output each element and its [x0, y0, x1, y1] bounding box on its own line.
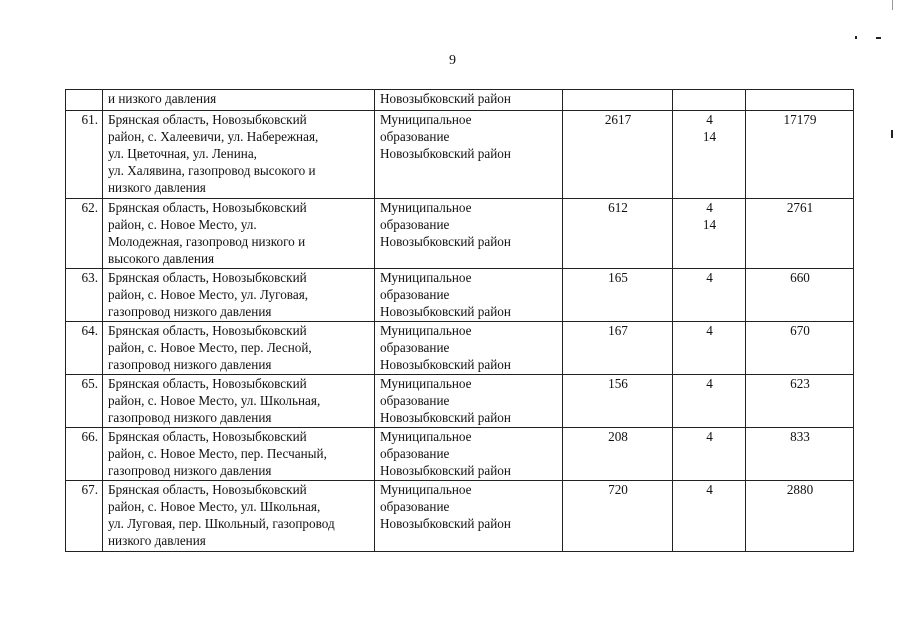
- address-line: район, с. Новое Место, ул.: [108, 217, 257, 232]
- owner-line: образование: [380, 287, 450, 302]
- table-row: [66, 322, 854, 375]
- address-line: ул. Луговая, пер. Школьный, газопровод: [108, 516, 335, 531]
- diameter-value: 4: [706, 270, 713, 285]
- owner-line: Новозыбковский район: [380, 146, 511, 161]
- address-cell: [103, 322, 375, 375]
- address-line: Брянская область, Новозыбковский: [108, 429, 307, 444]
- owner-line: образование: [380, 129, 450, 144]
- address-line: Молодежная, газопровод низкого и: [108, 234, 306, 249]
- owner-cell: [375, 111, 563, 199]
- table-body: [66, 90, 854, 552]
- table-row: [66, 111, 854, 199]
- total-value: 833: [790, 429, 810, 444]
- owner-line: Новозыбковский район: [380, 91, 511, 106]
- length-value: 167: [608, 323, 628, 338]
- owner-line: Новозыбковский район: [380, 516, 511, 531]
- table-row: [66, 428, 854, 481]
- table-row: [66, 481, 854, 552]
- owner-line: образование: [380, 446, 450, 461]
- diameter-value: 14: [702, 129, 717, 144]
- diameter-value: 4: [706, 376, 713, 391]
- row-number-cell: [66, 111, 103, 199]
- owner-line: Новозыбковский район: [380, 463, 511, 478]
- owner-line: Муниципальное: [380, 429, 472, 444]
- row-number-cell: [66, 428, 103, 481]
- owner-line: образование: [380, 499, 450, 514]
- total-value: 660: [790, 270, 810, 285]
- scan-mark: [892, 0, 893, 10]
- value-cell: [746, 199, 854, 269]
- diameter-cell: [673, 199, 746, 269]
- row-number: 61.: [81, 112, 98, 127]
- owner-line: Новозыбковский район: [380, 304, 511, 319]
- owner-line: Муниципальное: [380, 376, 472, 391]
- diameter-value: 4: [706, 112, 713, 127]
- address-cell: [103, 375, 375, 428]
- value-cell: [746, 322, 854, 375]
- diameter-value: 14: [702, 217, 717, 232]
- address-line: и низкого давления: [108, 91, 217, 106]
- address-line: район, с. Новое Место, ул. Луговая,: [108, 287, 309, 302]
- row-number-cell: [66, 199, 103, 269]
- value-cell: [746, 428, 854, 481]
- diameter-cell: [673, 269, 746, 322]
- address-line: Брянская область, Новозыбковский: [108, 200, 307, 215]
- row-number-cell: [66, 375, 103, 428]
- total-value: 17179: [783, 112, 817, 127]
- owner-cell: [375, 199, 563, 269]
- value-cell: [746, 269, 854, 322]
- owner-line: образование: [380, 217, 450, 232]
- owner-cell: [375, 90, 563, 111]
- row-number-cell: [66, 90, 103, 111]
- address-line: высокого давления: [108, 251, 215, 266]
- address-line: район, с. Новое Место, ул. Школьная,: [108, 499, 321, 514]
- address-line: Брянская область, Новозыбковский: [108, 482, 307, 497]
- owner-line: Новозыбковский район: [380, 357, 511, 372]
- length-cell: [563, 90, 673, 111]
- length-cell: [563, 481, 673, 552]
- page-number: 9: [449, 53, 456, 68]
- address-cell: [103, 481, 375, 552]
- length-cell: [563, 199, 673, 269]
- address-cell: [103, 269, 375, 322]
- diameter-value: 4: [706, 200, 713, 215]
- address-line: ул. Цветочная, ул. Ленина,: [108, 146, 257, 161]
- length-cell: [563, 375, 673, 428]
- row-number: 64.: [81, 323, 98, 338]
- address-line: низкого давления: [108, 533, 206, 548]
- owner-line: Новозыбковский район: [380, 234, 511, 249]
- diameter-value: 4: [706, 429, 713, 444]
- address-line: Брянская область, Новозыбковский: [108, 323, 307, 338]
- address-line: газопровод низкого давления: [108, 357, 272, 372]
- length-cell: [563, 111, 673, 199]
- length-cell: [563, 269, 673, 322]
- row-number: 65.: [81, 376, 98, 391]
- length-value: 208: [608, 429, 628, 444]
- diameter-cell: [673, 322, 746, 375]
- address-line: район, с. Новое Место, пер. Лесной,: [108, 340, 312, 355]
- table-row: [66, 199, 854, 269]
- length-cell: [563, 322, 673, 375]
- diameter-value: 4: [706, 323, 713, 338]
- scan-mark: [876, 37, 881, 39]
- total-value: 2880: [786, 482, 814, 497]
- diameter-value: 4: [706, 482, 713, 497]
- address-line: газопровод низкого давления: [108, 410, 272, 425]
- scan-mark: [855, 36, 857, 39]
- total-value: 670: [790, 323, 810, 338]
- value-cell: [746, 375, 854, 428]
- total-value: 623: [790, 376, 810, 391]
- owner-cell: [375, 322, 563, 375]
- address-line: район, с. Новое Место, ул. Школьная,: [108, 393, 321, 408]
- address-line: газопровод низкого давления: [108, 304, 272, 319]
- owner-line: образование: [380, 340, 450, 355]
- row-number: 67.: [81, 482, 98, 497]
- total-value: 2761: [786, 200, 814, 215]
- row-number-cell: [66, 269, 103, 322]
- owner-cell: [375, 428, 563, 481]
- address-cell: [103, 90, 375, 111]
- value-cell: [746, 481, 854, 552]
- gas-pipeline-table: [65, 89, 854, 552]
- owner-line: образование: [380, 393, 450, 408]
- address-line: Брянская область, Новозыбковский: [108, 376, 307, 391]
- address-cell: [103, 199, 375, 269]
- row-number: 63.: [81, 270, 98, 285]
- owner-line: Муниципальное: [380, 200, 472, 215]
- row-number: 66.: [81, 429, 98, 444]
- address-line: Брянская область, Новозыбковский: [108, 270, 307, 285]
- address-line: район, с. Новое Место, пер. Песчаный,: [108, 446, 327, 461]
- length-value: 612: [608, 200, 628, 215]
- scan-mark: [891, 130, 893, 138]
- table-row: [66, 375, 854, 428]
- length-value: 165: [608, 270, 628, 285]
- owner-cell: [375, 269, 563, 322]
- value-cell: [746, 111, 854, 199]
- owner-cell: [375, 375, 563, 428]
- diameter-cell: [673, 481, 746, 552]
- diameter-cell: [673, 375, 746, 428]
- owner-cell: [375, 481, 563, 552]
- address-line: низкого давления: [108, 180, 206, 195]
- owner-line: Новозыбковский район: [380, 410, 511, 425]
- diameter-cell: [673, 428, 746, 481]
- owner-line: Муниципальное: [380, 112, 472, 127]
- address-line: Брянская область, Новозыбковский: [108, 112, 307, 127]
- address-line: ул. Халявина, газопровод высокого и: [108, 163, 316, 178]
- address-line: район, с. Халеевичи, ул. Набережная,: [108, 129, 319, 144]
- length-value: 720: [608, 482, 628, 497]
- diameter-cell: [673, 111, 746, 199]
- row-number-cell: [66, 322, 103, 375]
- length-cell: [563, 428, 673, 481]
- owner-line: Муниципальное: [380, 323, 472, 338]
- length-value: 156: [608, 376, 628, 391]
- length-value: 2617: [604, 112, 632, 127]
- table-row: [66, 269, 854, 322]
- diameter-cell: [673, 90, 746, 111]
- row-number: 62.: [81, 200, 98, 215]
- table-row: [66, 90, 854, 111]
- value-cell: [746, 90, 854, 111]
- owner-line: Муниципальное: [380, 482, 472, 497]
- address-line: газопровод низкого давления: [108, 463, 272, 478]
- row-number-cell: [66, 481, 103, 552]
- address-cell: [103, 111, 375, 199]
- owner-line: Муниципальное: [380, 270, 472, 285]
- address-cell: [103, 428, 375, 481]
